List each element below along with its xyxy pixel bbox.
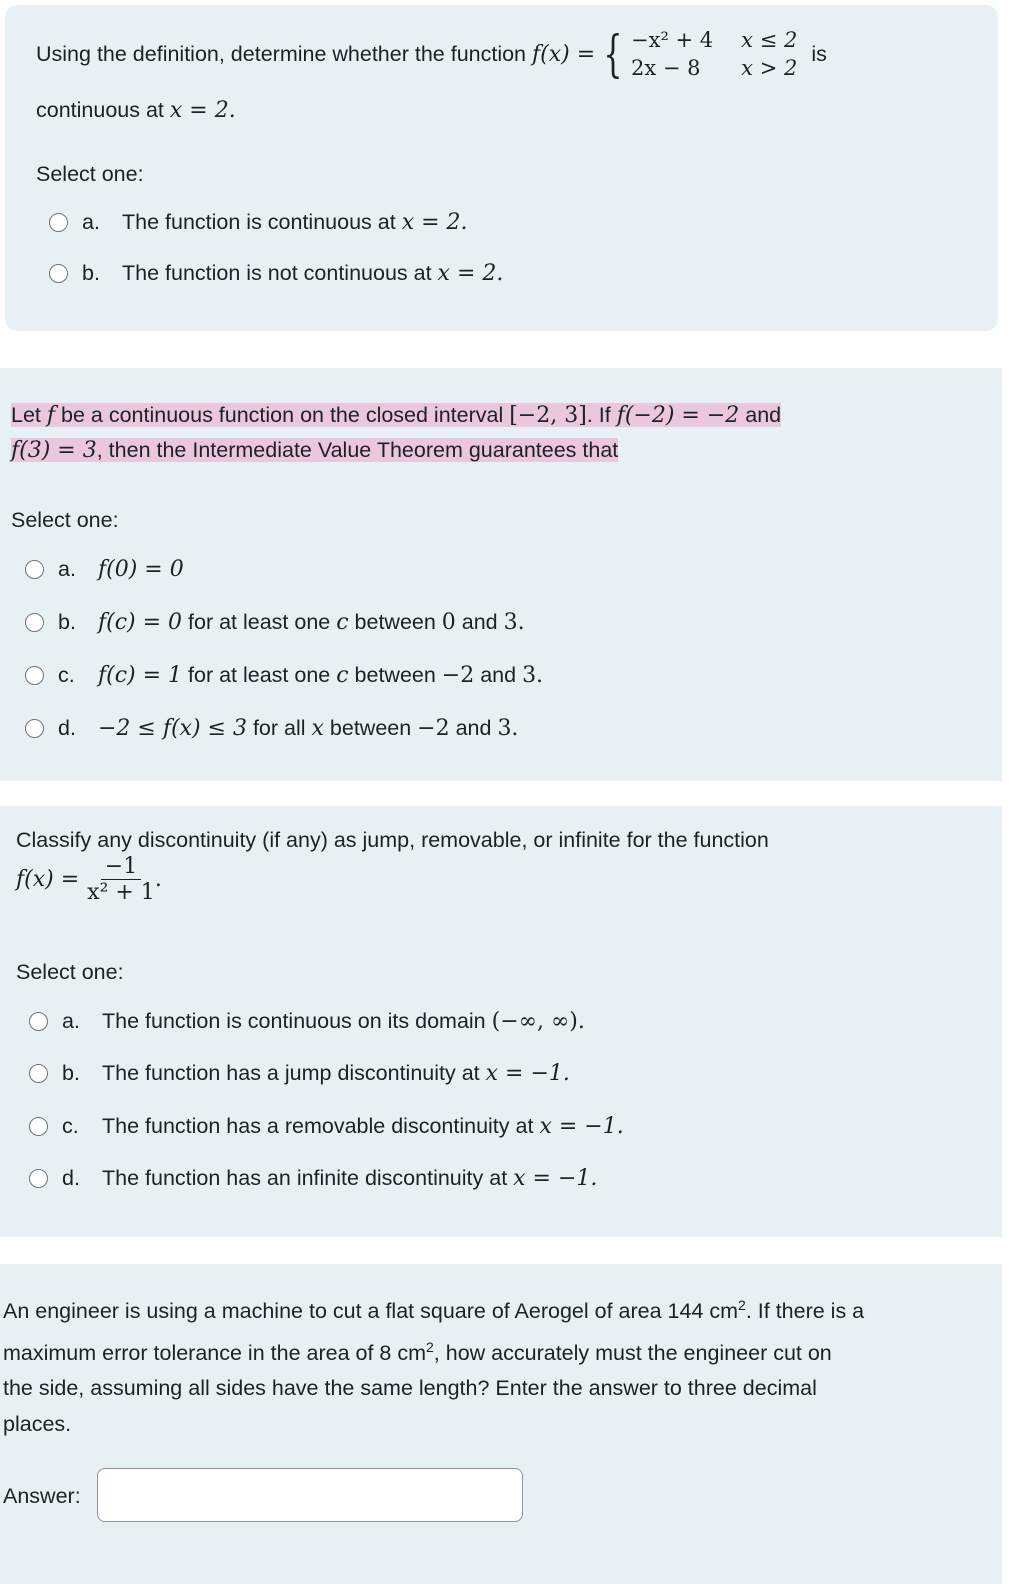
math: f(3) = 3: [11, 438, 97, 463]
option-text: The function is continuous on its domain: [102, 1009, 486, 1033]
option-letter: c.: [58, 663, 75, 687]
option-b[interactable]: [49, 261, 503, 286]
case-1-expr: −x² + 4: [631, 28, 714, 52]
option-letter: a.: [82, 210, 100, 234]
option-d[interactable]: [25, 716, 518, 741]
radio-button[interactable]: [29, 1064, 48, 1083]
option-text: The function has a removable discontinuity at: [102, 1114, 534, 1138]
stem-text: . If: [586, 403, 617, 427]
stem-text: Using the definition, determine whether the function: [36, 41, 527, 66]
option-math: 3.: [503, 610, 525, 635]
option-text: for at least one: [182, 663, 337, 687]
question-2-stem: [11, 398, 781, 468]
denominator: x² + 1: [87, 880, 155, 905]
option-letter: c.: [62, 1114, 79, 1138]
math: x = 2.: [169, 98, 236, 123]
radio-button[interactable]: [49, 264, 68, 283]
radio-button[interactable]: [25, 719, 44, 738]
question-4-stem: [3, 1288, 864, 1442]
stem-text: Let: [11, 403, 47, 427]
period: .: [154, 867, 162, 892]
radio-button[interactable]: [49, 213, 68, 232]
option-math: 0: [441, 610, 456, 635]
option-text: The function is not continuous at: [122, 261, 432, 285]
option-b[interactable]: [29, 1061, 570, 1086]
function-name: f(x) =: [532, 41, 596, 67]
math: f: [46, 403, 56, 428]
option-letter: b.: [62, 1061, 80, 1085]
option-text: The function has an infinite discontinuity at: [102, 1166, 508, 1190]
function-name: f(x) =: [16, 867, 80, 892]
option-math: x = −1.: [513, 1166, 598, 1191]
question-3-stem: Classify any discontinuity (if any) as jump, removable, or infinite for the function: [16, 828, 769, 852]
option-letter: d.: [62, 1166, 80, 1190]
select-one-label: Select one:: [36, 162, 144, 186]
option-a[interactable]: [25, 557, 184, 582]
stem-text: , then the Intermediate Value Theorem guarantees that: [96, 438, 619, 462]
option-c[interactable]: [25, 663, 543, 688]
option-math: f(c) = 0: [98, 610, 183, 635]
option-letter: a.: [58, 557, 76, 581]
option-text: and: [455, 610, 504, 634]
option-text: and: [474, 663, 523, 687]
radio-button[interactable]: [29, 1169, 48, 1188]
option-letter: d.: [58, 716, 76, 740]
stem-text: maximum error tolerance in the area of 8 cm: [3, 1340, 426, 1365]
answer-label: Answer:: [3, 1484, 81, 1508]
stem-text: places.: [3, 1411, 72, 1436]
option-a[interactable]: [29, 1009, 585, 1034]
option-math: c: [336, 663, 349, 688]
stem-text: . If there is a: [745, 1299, 865, 1324]
select-one-label: Select one:: [11, 508, 119, 532]
option-math: x = 2.: [401, 210, 468, 235]
option-text: and: [449, 716, 498, 740]
radio-button[interactable]: [29, 1012, 48, 1031]
radio-button[interactable]: [25, 613, 44, 632]
option-math: x: [311, 716, 324, 741]
question-1-stem: [36, 27, 827, 81]
option-text: between: [348, 610, 442, 634]
stem-text: the side, assuming all sides have the same length? Enter the answer to three decimal: [3, 1376, 817, 1401]
option-math: −2: [417, 716, 450, 741]
option-d[interactable]: [29, 1166, 597, 1191]
stem-text: continuous at: [36, 98, 170, 122]
stem-text: and: [745, 403, 782, 427]
option-text: between: [323, 716, 418, 740]
option-math: (−∞, ∞).: [491, 1009, 585, 1034]
interval: [−2, 3]: [509, 403, 587, 428]
option-text: The function is continuous at: [122, 210, 396, 234]
radio-button[interactable]: [25, 666, 44, 685]
option-math: −2: [441, 663, 475, 688]
question-1-stem-line2: [36, 98, 236, 123]
radio-button[interactable]: [25, 560, 44, 579]
option-letter: b.: [58, 610, 76, 634]
question-4-panel: [0, 1264, 1002, 1584]
superscript: 2: [738, 1297, 746, 1313]
answer-input[interactable]: [97, 1468, 523, 1522]
option-c[interactable]: [29, 1114, 624, 1139]
piecewise-function: [595, 27, 797, 81]
stem-text: is: [811, 41, 827, 66]
case-2-expr: 2x − 8: [631, 56, 701, 80]
option-math: x = −1.: [485, 1061, 570, 1086]
stem-text: An engineer is using a machine to cut a flat square of Aerogel of area 144 cm: [3, 1299, 739, 1324]
select-one-label: Select one:: [16, 960, 124, 984]
option-math: c: [336, 610, 349, 635]
option-math: f(0) = 0: [98, 557, 184, 582]
case-2-cond: x > 2: [741, 56, 798, 80]
question-1-panel: [5, 5, 998, 331]
option-math: 3.: [497, 716, 519, 741]
option-math: x = 2.: [437, 261, 504, 286]
brace-icon: {: [603, 25, 623, 83]
option-text: The function has a jump discontinuity at: [102, 1061, 480, 1085]
math: f(−2) = −2: [616, 403, 740, 428]
option-math: 3.: [522, 663, 544, 688]
option-text: for all: [246, 716, 312, 740]
function-fraction: [16, 854, 162, 905]
option-math: −2 ≤ f(x) ≤ 3: [98, 716, 247, 741]
question-3-panel: [0, 806, 1002, 1237]
option-math: x = −1.: [539, 1114, 624, 1139]
option-text: for at least one: [182, 610, 337, 634]
stem-text: be a continuous function on the closed interval: [55, 403, 510, 427]
option-letter: b.: [82, 261, 100, 285]
superscript: 2: [426, 1338, 434, 1355]
case-1-cond: x ≤ 2: [741, 28, 798, 52]
numerator: −1: [101, 854, 141, 880]
question-2-panel: [0, 368, 1002, 781]
option-letter: a.: [62, 1009, 80, 1033]
option-b[interactable]: [25, 610, 525, 635]
option-a[interactable]: [49, 210, 468, 235]
option-math: f(c) = 1: [98, 663, 183, 688]
stem-text: , how accurately must the engineer cut on: [433, 1340, 832, 1365]
radio-button[interactable]: [29, 1117, 48, 1136]
option-text: between: [348, 663, 442, 687]
